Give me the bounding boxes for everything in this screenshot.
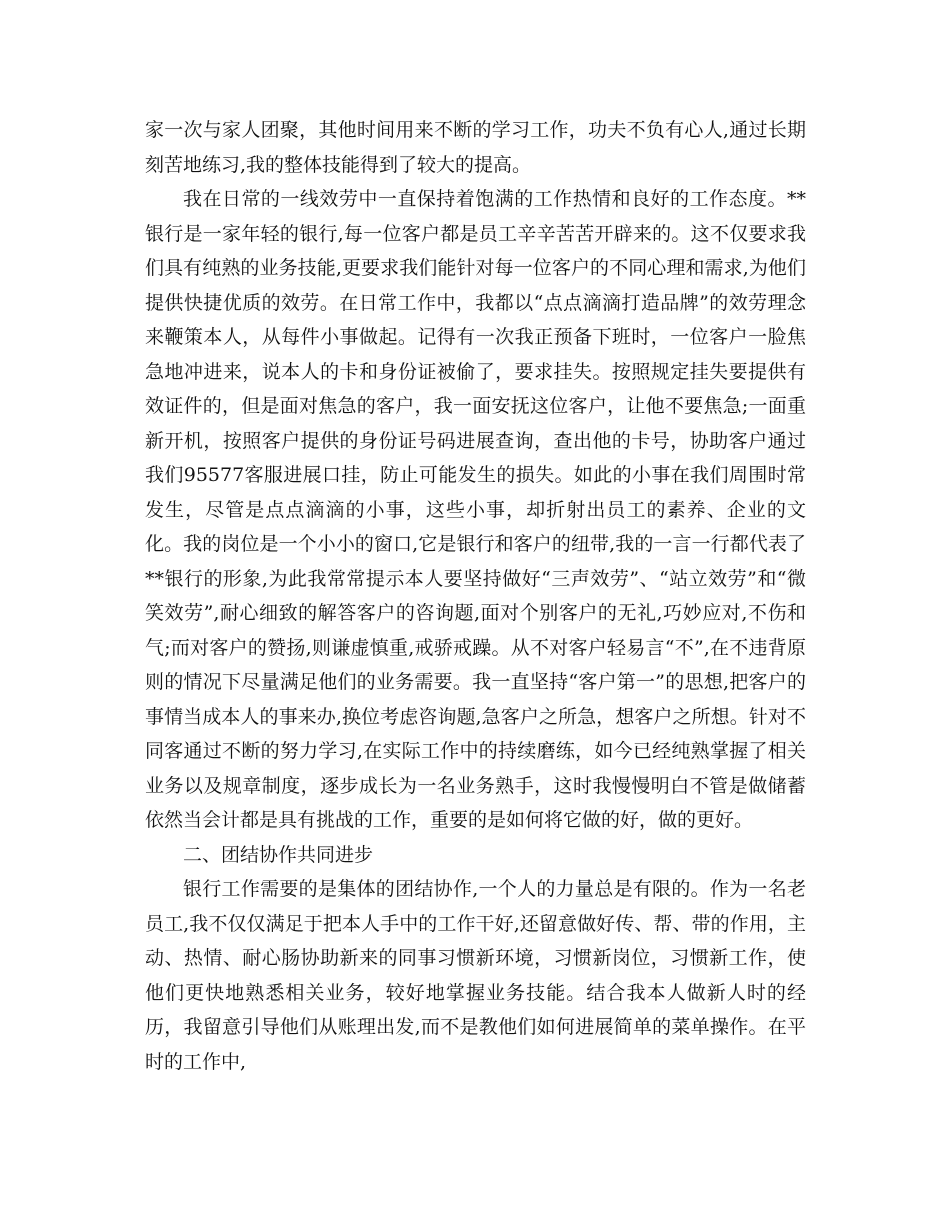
paragraph-service-attitude: 我在日常的一线效劳中一直保持着饱满的工作热情和良好的工作态度。**银行是一家年轻的银行,每一位客户都是员工辛辛苦苦开辟来的。这不仅要求我们具有纯熟的业务技能,更要求我们能针对每一位客户的不同心理和需求,为他们提供快捷优质的效劳。在日常工作中，我都以“点点滴滴打造品牌”的效劳理念来鞭策本人，从每件小事做起。记得有一次我正预备下班时，一位客户一脸焦急地冲进来，说本人的卡和身份证被偷了，要求挂失。按照规定挂失要提供有效证件的，但是面对焦急的客户，我一面安抚这位客户，让他不要焦急;一面重新开机，按照客户提供的身份证号码进展查询，查出他的卡号，协助客户通过我们95577客服进展口挂，防止可能发生的损失。如此的小事在我们周围时常发生，尽管是点点滴滴的小事，这些小事，却折射出员工的素养、企业的文化。我的岗位是一个小小的窗口,它是银行和客户的纽带,我的一言一行都代表了**银行的形象,为此我常常提示本人要坚持做好“三声效劳”、“站立效劳”和“微笑效劳”,耐心细致的解答客户的咨询题,面对个别客户的无礼,巧妙应对,不伤和气;而对客户的赞扬,则谦虚慎重,戒骄戒躁。从不对客户轻易言“不”,在不违背原则的情况下尽量满足他们的业务需要。我一直坚持“客户第一”的思想,把客户的事情当成本人的事来办,换位考虑咨询题,急客户之所急，想客户之所想。针对不同客通过不断的努力学习,在实际工作中的持续磨练，如今已经纯熟掌握了相关业务以及规章制度，逐步成长为一名业务熟手，这时我慢慢明白不管是做储蓄依然当会计都是具有挑战的工作，重要的是如何将它做的好，做的更好。 [145, 188, 806, 831]
section-heading-teamwork: 二、团结协作共同进步 [183, 843, 374, 866]
document-body [145, 113, 806, 1079]
paragraph-continuation: 家一次与家人团聚，其他时间用来不断的学习工作，功夫不负有心人,通过长期刻苦地练习,我的整体技能得到了较大的提高。 [145, 119, 806, 176]
paragraph-teamwork: 银行工作需要的是集体的团结协作,一个人的力量总是有限的。作为一名老员工,我不仅仅满足于把本人手中的工作干好,还留意做好传、帮、带的作用，主动、热情、耐心肠协助新来的同事习惯新环境，习惯新岗位，习惯新工作，使他们更快地熟悉相关业务，较好地掌握业务技能。结合我本人做新人时的经历，我留意引导他们从账理出发,而不是教他们如何进展简单的菜单操作。在平时的工作中, [145, 878, 806, 1073]
